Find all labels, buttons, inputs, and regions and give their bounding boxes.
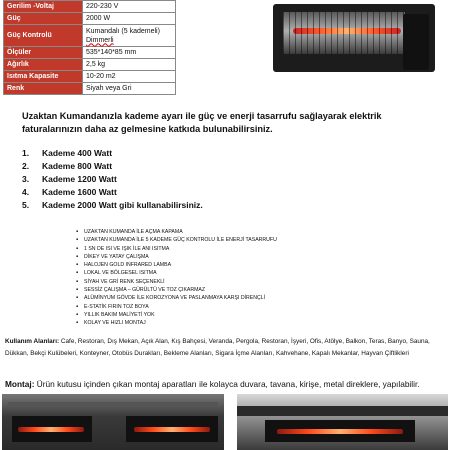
heater-lamp <box>18 427 84 432</box>
list-item <box>22 160 203 173</box>
usage-areas <box>5 336 447 359</box>
list-item <box>22 199 203 212</box>
usage-label: Kullanım Alanları: <box>5 338 60 345</box>
list-item: ▪ UZAKTAN KUMANDA İLE AÇMA KAPAMA <box>76 228 277 236</box>
spec-label: Güç Kontrolü <box>4 25 83 47</box>
level-text: Kademe 2000 Watt gibi kullanabilirsiniz. <box>42 200 203 210</box>
mounting-info <box>5 379 447 389</box>
list-item: ▪ KOLAY VE HIZLI MONTAJ <box>76 319 277 327</box>
level-number: 1. <box>22 148 30 158</box>
power-levels-list <box>22 147 203 212</box>
features-list <box>76 228 277 328</box>
spec-value: 535*140*85 mm <box>83 47 176 59</box>
level-number: 2. <box>22 161 30 171</box>
heater-lamp <box>134 427 210 432</box>
spec-value: 2000 W <box>83 13 176 25</box>
spec-label: Ölçüler <box>4 47 83 59</box>
spec-label: Isıtma Kapasite <box>4 71 83 83</box>
mount-photo-right <box>237 394 448 450</box>
level-text: Kademe 1600 Watt <box>42 187 117 197</box>
spec-value: 10-20 m2 <box>83 71 176 83</box>
spec-label: Ağırlık <box>4 59 83 71</box>
list-item <box>22 173 203 186</box>
spec-value: Siyah veya Gri <box>83 83 176 95</box>
list-item: ▪ DİKEY VE YATAY ÇALIŞMA <box>76 253 277 261</box>
awning-beam <box>237 406 448 416</box>
spec-value: 2,5 kg <box>83 59 176 71</box>
list-item: ▪ ALÜMİNYUM GÖVDE İLE KOROZYONA VE PASLANMAYA KARŞI DİRENÇLİ <box>76 294 277 302</box>
list-item: ▪ SİYAH VE GRİ RENK SEÇENEKLİ <box>76 278 277 286</box>
list-item <box>22 186 203 199</box>
spec-value-line1: Kumandalı (5 kademeli) <box>86 27 160 35</box>
intro-text: Uzaktan Kumandanızla kademe ayarı ile güç ve enerji tasarrufu sağlayarak elektrik faturalarınızın daha az gelmesine katkıda bulunabilirsiniz. <box>22 111 382 134</box>
list-item: ▪ UZAKTAN KUMANDA İLE 5 KADEME GÜÇ KONTROLU İLE ENERJİ TASARRUFU <box>76 236 277 244</box>
usage-text: Cafe, Restoran, Dış Mekan, Açık Alan, Kış Bahçesi, Veranda, Pergola, Restoran, İşyeri, Ofis, Atölye, Balkon, Teras, Banyo, Sauna, Dükkan, Bekçi Kulübeleri, Konteyner, Otobüs Durakları, Bekleme Alanları, Sigara İçme Alanları, Kahvehane, Kapalı Mekanlar, Hayvan Çiftlikleri <box>5 338 430 357</box>
heater-lamp <box>277 429 403 434</box>
mount-text: Ürün kutusu içinden çıkan montaj aparatları ile kolayca duvara, tavana, kirişe, metal direklere, yapılabilir. <box>34 379 420 389</box>
spec-label: Renk <box>4 83 83 95</box>
list-item: ▪ YILLIK BAKIM MALİYETİ YOK <box>76 311 277 319</box>
list-item: ▪ E-STATİK FIRIN TOZ BOYA <box>76 303 277 311</box>
ceiling-rail <box>8 402 218 406</box>
list-item: ▪ SESSİZ ÇALIŞMA – GÜRÜLTÜ VE TOZ ÇIKARMAZ <box>76 286 277 294</box>
spec-label: Güç <box>4 13 83 25</box>
heater-grill <box>283 12 405 54</box>
spec-label: Gerilim -Voltaj <box>4 1 83 13</box>
spec-value: 220-230 V <box>83 1 176 13</box>
level-text: Kademe 400 Watt <box>42 148 113 158</box>
spec-value <box>83 25 176 47</box>
mount-label: Montaj: <box>5 379 35 389</box>
list-item: ▪ LOKAL VE BÖLGESEL ISITMA <box>76 269 277 277</box>
spec-table <box>3 0 176 95</box>
list-item: ▪ 1 SN DE ISI VE IŞIK İLE ANI ISITMA <box>76 245 277 253</box>
heater-product-image <box>253 0 445 82</box>
level-number: 4. <box>22 187 30 197</box>
level-text: Kademe 1200 Watt <box>42 174 117 184</box>
level-text: Kademe 800 Watt <box>42 161 113 171</box>
list-item <box>22 147 203 160</box>
mount-photo-left <box>2 394 224 450</box>
level-number: 5. <box>22 200 30 210</box>
list-item: ▪ HALOJEN GOLD INFRARED LAMBA <box>76 261 277 269</box>
spec-value-line2: Dimmerli <box>86 36 114 44</box>
level-number: 3. <box>22 174 30 184</box>
heater-side-panel <box>403 14 429 70</box>
